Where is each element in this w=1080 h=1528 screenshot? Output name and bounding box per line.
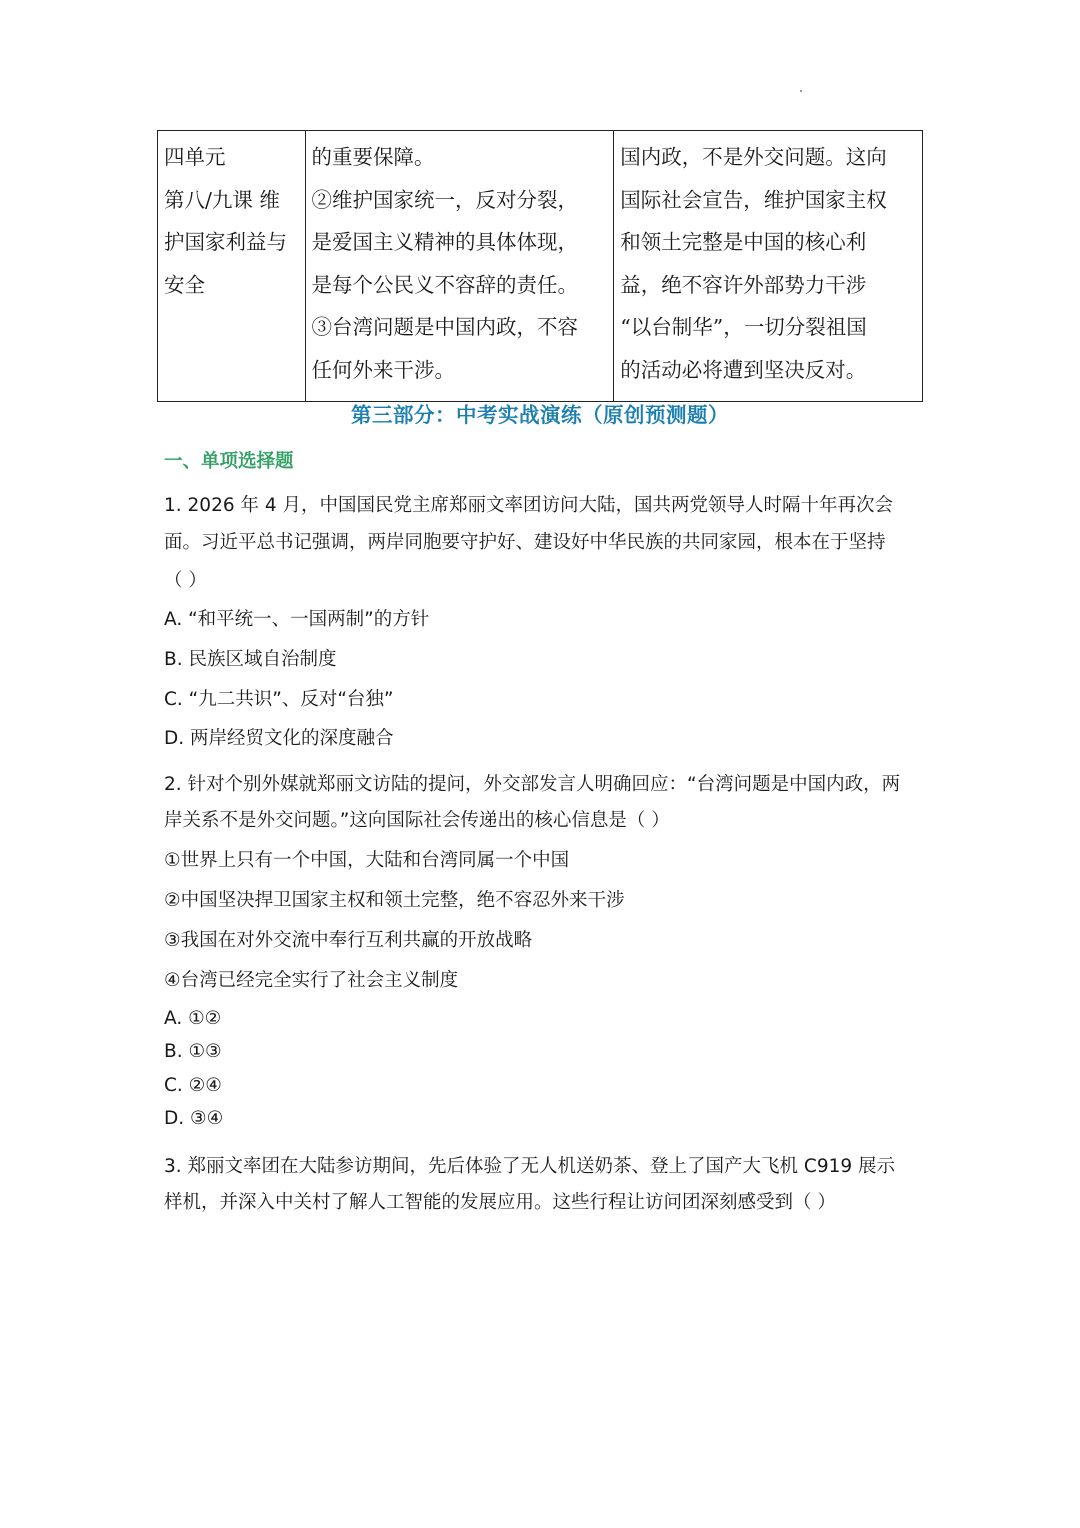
cell-line: “以台制华”，一切分裂祖国: [620, 315, 867, 339]
question-1-option-c: C. “九二共识”、反对“台独”: [164, 689, 394, 710]
question-2-line: 2. 针对个别外媒就郑丽文访陆的提问，外交部发言人明确回应：“台湾问题是中国内政，两: [164, 774, 901, 795]
unit-summary-table: [157, 130, 923, 402]
cell-line: 护国家利益与: [164, 230, 287, 254]
unit-cell: [158, 131, 306, 402]
table-row: [158, 131, 923, 402]
cell-line: 国际社会宣告，维护国家主权: [620, 187, 887, 212]
question-2-statement: ③我国在对外交流中奉行互利共赢的开放战略: [164, 930, 533, 951]
cell-line: 四单元: [164, 145, 226, 169]
cell-line: ③台湾问题是中国内政，不容: [311, 315, 579, 339]
corner-dot: [800, 90, 802, 92]
question-2-statement: ①世界上只有一个中国，大陆和台湾同属一个中国: [164, 850, 570, 871]
cell-line: 的重要保障。: [311, 145, 435, 169]
question-1-line: （ ）: [164, 570, 207, 591]
cell-line: 是爱国主义精神的具体体现，: [311, 230, 579, 254]
question-2-option-c: C. ②④: [164, 1075, 222, 1096]
section-title: 第三部分：中考实战演练（原创预测题）: [351, 403, 729, 427]
cell-line: ②维护国家统一，反对分裂，: [311, 187, 579, 212]
question-2-statement: ④台湾已经完全实行了社会主义制度: [164, 970, 459, 991]
question-2-option-d: D. ③④: [164, 1108, 224, 1129]
cell-line: 任何外来干涉。: [311, 357, 456, 382]
question-1-line: 1. 2026 年 4 月，中国国民党主席郑丽文率团访问大陆，国共两党领导人时隔十年再次会: [164, 495, 894, 516]
question-2-option-b: B. ①③: [164, 1041, 222, 1062]
question-1-option-d: D. 两岸经贸文化的深度融合: [164, 728, 394, 749]
cell-line: 的活动必将遭到坚决反对。: [620, 357, 867, 382]
sub-title: 一、单项选择题: [164, 451, 294, 472]
cell-line: 和领土完整是中国的核心利: [620, 230, 867, 254]
question-2-line: 岸关系不是外交问题。”这向国际社会传递出的核心信息是（ ）: [164, 810, 670, 831]
question-2-statement: ②中国坚决捍卫国家主权和领土完整，绝不容忍外来干涉: [164, 890, 625, 911]
knowledge-cell: [305, 131, 614, 402]
cell-line: 安全: [164, 272, 205, 297]
cell-line: 益，绝不容许外部势力干涉: [620, 272, 867, 297]
question-1-option-b: B. 民族区域自治制度: [164, 649, 337, 670]
question-3-line: 3. 郑丽文率团在大陆参访期间，先后体验了无人机送奶茶、登上了国产大飞机 C919 展示: [164, 1156, 896, 1177]
cell-line: 第八/九课 维: [164, 187, 280, 212]
question-1-option-a: A. “和平统一、一国两制”的方针: [164, 609, 430, 630]
question-3-line: 样机，并深入中关村了解人工智能的发展应用。这些行程让访问团深刻感受到（ ）: [164, 1192, 836, 1213]
analysis-cell: [614, 131, 923, 402]
question-2-option-a: A. ①②: [164, 1008, 222, 1029]
question-1-line: 面。习近平总书记强调，两岸同胞要守护好、建设好中华民族的共同家园，根本在于坚持: [164, 532, 886, 553]
cell-line: 国内政，不是外交问题。这向: [620, 145, 887, 169]
cell-line: 是每个公民义不容辞的责任。: [311, 272, 579, 297]
